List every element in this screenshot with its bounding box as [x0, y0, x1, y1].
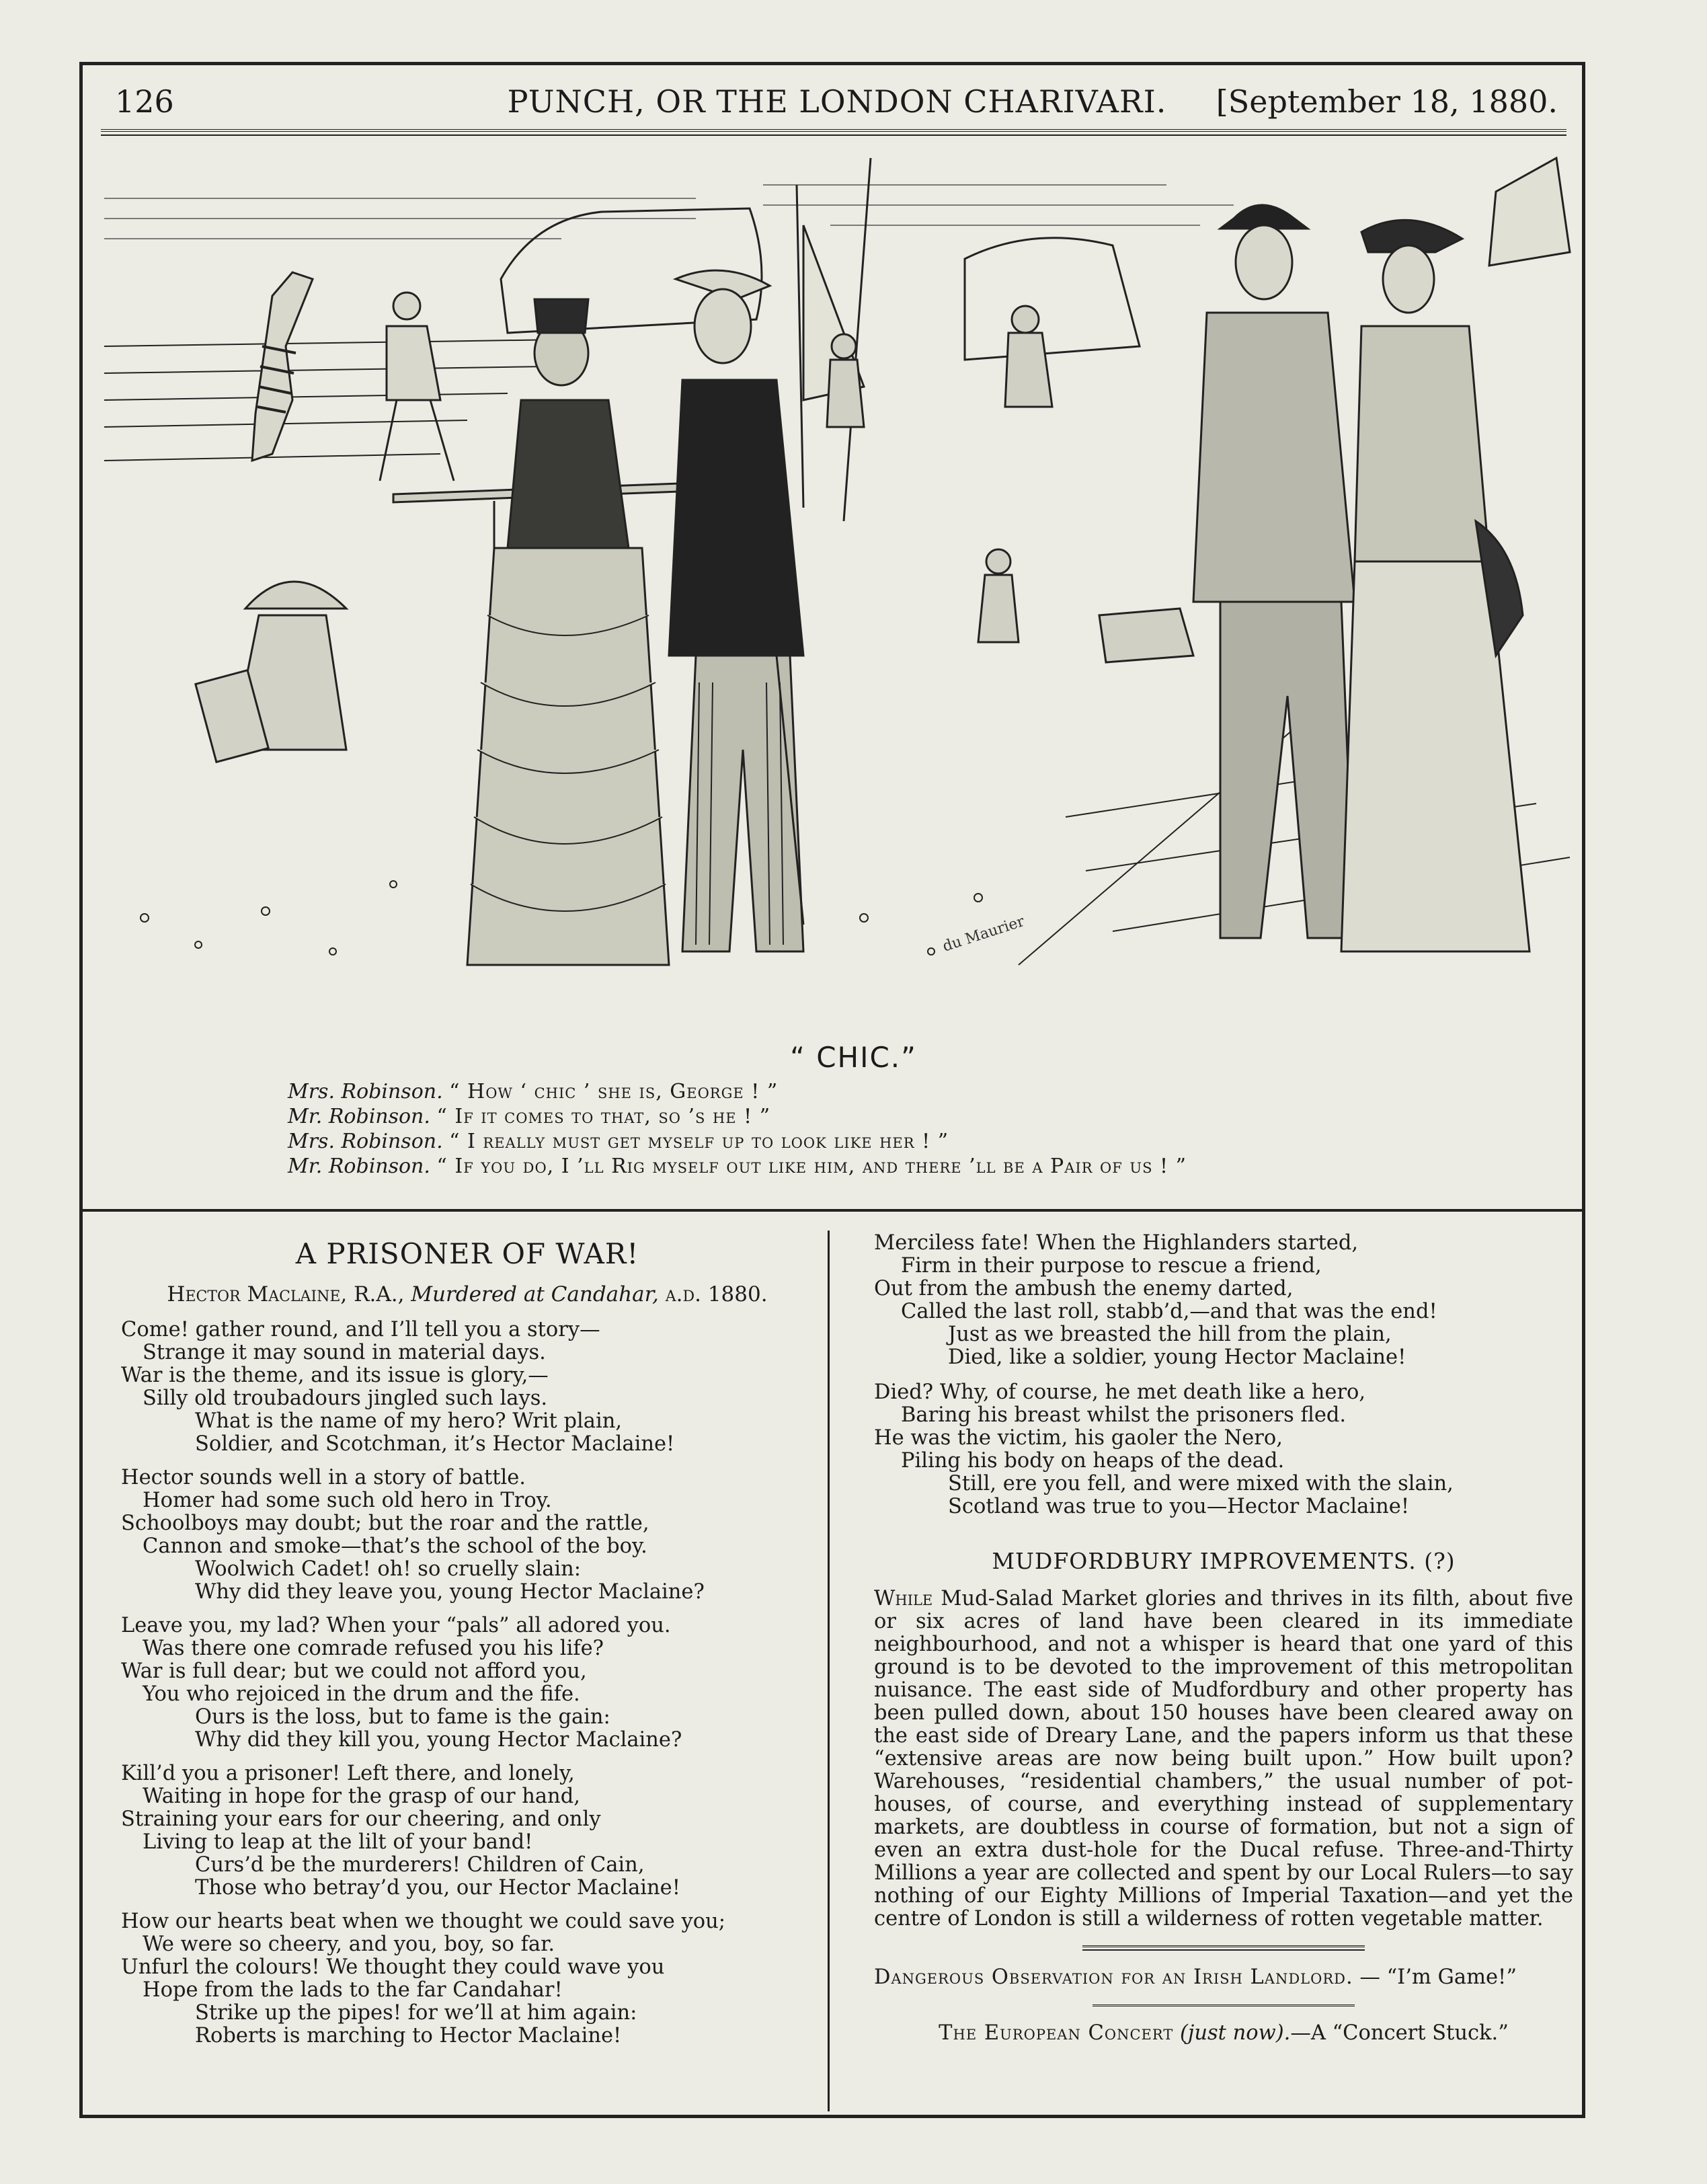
poem-line: Woolwich Cadet! oh! so cruelly slain:	[195, 1557, 582, 1581]
poem-line: Hector sounds well in a story of battle.	[121, 1466, 526, 1489]
note-quote: —A “Concert Stuck.”	[1290, 2021, 1509, 2045]
poem-line: Schoolboys may doubt; but the roar and the rattle,	[121, 1512, 649, 1535]
poem-line: Merciless fate! When the Highlanders started,	[874, 1231, 1359, 1255]
poem-line: Out from the ambush the enemy darted,	[874, 1277, 1294, 1300]
cliff-right	[965, 238, 1140, 360]
poem-line: Scotland was true to you—Hector Maclaine!	[948, 1495, 1410, 1518]
section-rule	[82, 1209, 1583, 1212]
poem-stanza	[121, 1762, 813, 1900]
poem-line: Roberts is marching to Hector Maclaine!	[195, 2024, 622, 2048]
poem-line: Waiting in hope for the grasp of our hand,	[143, 1785, 580, 1808]
poem-line: Unfurl the colours! We thought they could wave you	[121, 1955, 665, 1979]
caption-line	[288, 1129, 1498, 1154]
woman-in-bustle-figure	[467, 299, 669, 965]
sea-lines	[104, 340, 561, 461]
poem-title: A PRISONER OF WAR!	[295, 1237, 639, 1270]
poem-line: Living to leap at the lilt of your band!	[143, 1830, 533, 1854]
header-rule	[101, 129, 1566, 136]
caption-line	[288, 1079, 1498, 1104]
poem-stanza	[121, 1319, 813, 1456]
poem-date: a.d. 1880.	[665, 1282, 768, 1306]
poem-line: Hope from the lads to the far Candahar!	[143, 1978, 563, 2002]
caption-speaker: Mr. Robinson.	[288, 1105, 430, 1128]
article-text: Mud-Salad Market glories and thrives in its filth, about five or six acres of land have been cleared in its immediate neighbourhood, and not a whisper is heard that one yard of this ground is to be devoted to the improvement of this metropolitan nuisance. The east side of Mudfordbury and other property has been pulled down, about 150 houses have been cleared away on the east side of Dreary Lane, and the papers inform us that these “extensive areas are now being built upon.” How built upon? Warehouses, “residential chambers,” the usual number of pot-houses, of course, and everything instead of supplementary markets, are doubtless in course of formation, but not a sign of even an extra dust-hole for the Ducal refuse. Three-and-Thirty Millions a year are collected and spent by our Local Rulers—to say nothing of our Eighty Millions of Imperial Taxation—and yet the centre of London is still a wilderness of rotten vegetable matter.	[874, 1587, 1574, 1930]
note-aside: (just now).	[1180, 2021, 1291, 2045]
poem-line: Still, ere you fell, and were mixed with the slain,	[948, 1472, 1454, 1495]
caption-speech: “ If it comes to that, so ’s he ! ”	[436, 1105, 771, 1128]
poem-line: Died, like a soldier, young Hector Maclaine!	[948, 1346, 1406, 1369]
poem-event: Murdered at Candahar,	[411, 1282, 659, 1306]
poem-line: War is the theme, and its issue is glory,—	[121, 1364, 549, 1387]
poem-line: Homer had some such old hero in Troy.	[143, 1489, 552, 1512]
poem-line: Was there one comrade refused you his life?	[143, 1637, 604, 1660]
masthead-title: PUNCH, OR THE LONDON CHARIVARI.	[507, 83, 1167, 120]
article-body	[874, 1588, 1573, 1930]
column-divider	[828, 1231, 830, 2111]
poem-line: Curs’d be the murderers! Children of Cain,	[195, 1853, 645, 1877]
caption-speech: “ If you do, I ’ll Rig myself out like him, and there ’ll be a Pair of us ! ”	[436, 1155, 1187, 1178]
poem-line: What is the name of my hero? Writ plain,	[195, 1409, 623, 1433]
poem-line: Called the last roll, stabb’d,—and that was the end!	[901, 1300, 1437, 1323]
irish-landlord-note	[874, 1965, 1573, 1990]
poem-line: How our hearts beat when we thought we could save you;	[121, 1910, 726, 1933]
artist-signature: du Maurier	[941, 912, 1027, 956]
poem-column	[121, 1237, 813, 2058]
poem-line: Firm in their purpose to rescue a friend,	[901, 1254, 1322, 1278]
poem-line: Strange it may sound in material days.	[143, 1341, 546, 1364]
poem-line: Those who betray’d you, our Hector Maclaine!	[195, 1876, 680, 1900]
poem-line: Leave you, my lad? When your “pals” all adored you.	[121, 1614, 671, 1637]
poem-stanza	[121, 1614, 813, 1752]
cartoon-title: “ CHIC.”	[790, 1041, 917, 1074]
poem-stanza	[121, 1467, 813, 1604]
man-in-bowler-figure	[1193, 205, 1355, 938]
background-bathers	[827, 306, 1193, 662]
divider-rule	[1082, 1945, 1365, 1951]
bathing-tent	[1489, 158, 1570, 266]
poem-line: Come! gather round, and I’ll tell you a story—	[121, 1318, 600, 1341]
right-column	[874, 1232, 1573, 2045]
poem-line: You who rejoiced in the drum and the fife.	[143, 1682, 580, 1706]
poem-line: Why did they kill you, young Hector Maclaine?	[195, 1728, 682, 1752]
poem-line: He was the victim, his gaoler the Nero,	[874, 1426, 1283, 1450]
poem-stanza	[874, 1381, 1573, 1518]
poem-line: Piling his body on heaps of the dead.	[901, 1449, 1285, 1473]
caption-speaker: Mr. Robinson.	[288, 1155, 430, 1178]
poem-line: Silly old troubadours jingled such lays.	[143, 1387, 548, 1410]
article-lead: While	[874, 1587, 933, 1610]
caption-speech: “ I really must get myself up to look like her ! ”	[449, 1130, 949, 1153]
poem-subtitle	[121, 1282, 813, 1306]
poem-line: Straining your ears for our cheering, and only	[121, 1807, 601, 1831]
poem-line: War is full dear; but we could not afford you,	[121, 1660, 587, 1683]
poem-stanza	[121, 1910, 813, 2048]
caption-line	[288, 1154, 1498, 1179]
poem-subject: Hector Maclaine, R.A.,	[167, 1282, 405, 1306]
poem-line: Just as we breasted the hill from the plain,	[948, 1323, 1392, 1346]
caption-speaker: Mrs. Robinson.	[288, 1080, 443, 1103]
poem-line: Died? Why, of course, he met death like a hero,	[874, 1380, 1366, 1404]
poem-line: Soldier, and Scotchman, it’s Hector Maclaine!	[195, 1432, 675, 1456]
european-concert-note	[874, 2021, 1573, 2045]
poem-line: Ours is the loss, but to fame is the gain:	[195, 1705, 610, 1729]
note-heading: Dangerous Observation for an Irish Landlord.	[874, 1965, 1353, 1989]
cartoon-caption	[288, 1079, 1498, 1179]
page-header	[111, 81, 1563, 128]
issue-date: [September 18, 1880.	[1216, 83, 1558, 120]
bather-figure	[380, 292, 454, 481]
cartoon-illustration	[91, 145, 1577, 1012]
note-quote: — “I’m Game!”	[1359, 1965, 1517, 1989]
poem-line: We were so cheery, and you, boy, so far.	[143, 1933, 555, 1956]
poem-line: Why did they leave you, young Hector Maclaine?	[195, 1580, 705, 1604]
diver-figure	[252, 272, 313, 461]
page-number: 126	[115, 83, 174, 120]
caption-line	[288, 1104, 1498, 1129]
woman-right-figure	[1341, 220, 1530, 951]
poem-line: Baring his breast whilst the prisoners fled.	[901, 1403, 1347, 1427]
poem-line: Kill’d you a prisoner! Left there, and lonely,	[121, 1762, 575, 1785]
caption-speaker: Mrs. Robinson.	[288, 1130, 443, 1153]
poem-stanza	[874, 1232, 1573, 1369]
man-in-cap-figure	[669, 270, 803, 951]
seated-figure-left	[196, 582, 346, 762]
sky-hatching	[104, 185, 1234, 239]
poem-line: Cannon and smoke—that’s the school of the boy.	[143, 1534, 647, 1558]
note-heading: The European Concert	[939, 2021, 1174, 2045]
divider-rule	[1093, 2004, 1355, 2006]
poem-line: Strike up the pipes! for we’ll at him again:	[195, 2001, 637, 2025]
article-title: MUDFORDBURY IMPROVEMENTS. (?)	[992, 1548, 1456, 1574]
caption-speech: “ How ‘ chic ’ she is, George ! ”	[449, 1080, 779, 1103]
